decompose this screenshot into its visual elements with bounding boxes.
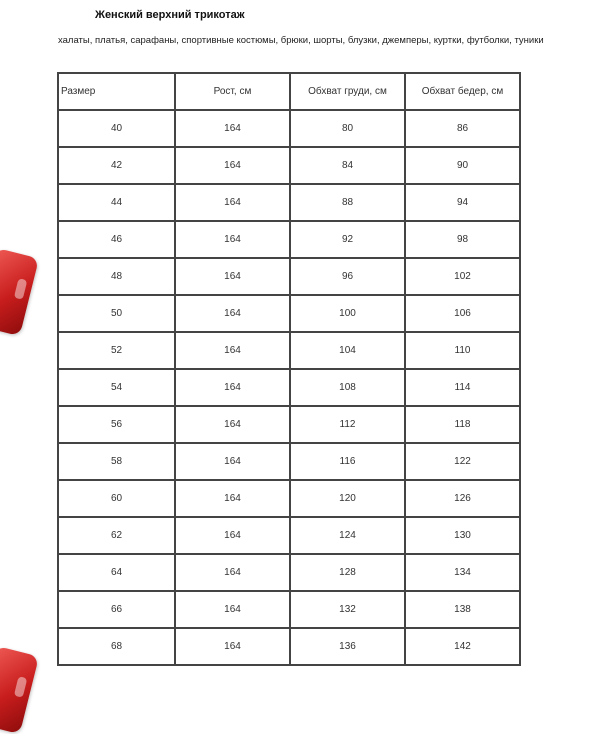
cell-hips: 98 bbox=[405, 221, 520, 258]
table-row bbox=[58, 591, 520, 628]
cell-hips: 126 bbox=[405, 480, 520, 517]
cell-size: 42 bbox=[58, 147, 175, 184]
red-decorative-shape bbox=[0, 248, 39, 336]
size-table bbox=[57, 72, 521, 666]
cell-chest: 132 bbox=[290, 591, 405, 628]
size-table-body bbox=[58, 73, 520, 665]
header-cell-hips: Обхват бедер, см bbox=[405, 73, 520, 110]
cell-chest: 104 bbox=[290, 332, 405, 369]
cell-size: 40 bbox=[58, 110, 175, 147]
cell-height: 164 bbox=[175, 295, 290, 332]
cell-size: 48 bbox=[58, 258, 175, 295]
cell-height: 164 bbox=[175, 147, 290, 184]
cell-chest: 136 bbox=[290, 628, 405, 665]
cell-hips: 110 bbox=[405, 332, 520, 369]
cell-chest: 116 bbox=[290, 443, 405, 480]
table-row bbox=[58, 184, 520, 221]
cell-size: 62 bbox=[58, 517, 175, 554]
table-row bbox=[58, 110, 520, 147]
cell-hips: 138 bbox=[405, 591, 520, 628]
cell-height: 164 bbox=[175, 221, 290, 258]
cell-height: 164 bbox=[175, 406, 290, 443]
cell-hips: 114 bbox=[405, 369, 520, 406]
cell-height: 164 bbox=[175, 591, 290, 628]
header-cell-size: Размер bbox=[58, 73, 175, 110]
cell-size: 44 bbox=[58, 184, 175, 221]
table-header-row bbox=[58, 73, 520, 110]
cell-chest: 80 bbox=[290, 110, 405, 147]
cell-chest: 100 bbox=[290, 295, 405, 332]
cell-height: 164 bbox=[175, 332, 290, 369]
cell-chest: 88 bbox=[290, 184, 405, 221]
table-row bbox=[58, 221, 520, 258]
cell-hips: 106 bbox=[405, 295, 520, 332]
cell-height: 164 bbox=[175, 369, 290, 406]
cell-chest: 120 bbox=[290, 480, 405, 517]
cell-height: 164 bbox=[175, 110, 290, 147]
cell-chest: 108 bbox=[290, 369, 405, 406]
cell-size: 54 bbox=[58, 369, 175, 406]
cell-size: 68 bbox=[58, 628, 175, 665]
cell-hips: 118 bbox=[405, 406, 520, 443]
table-row bbox=[58, 295, 520, 332]
cell-height: 164 bbox=[175, 628, 290, 665]
table-row bbox=[58, 332, 520, 369]
cell-hips: 134 bbox=[405, 554, 520, 591]
table-row bbox=[58, 406, 520, 443]
red-decorative-shape bbox=[0, 646, 39, 734]
table-row bbox=[58, 480, 520, 517]
cell-height: 164 bbox=[175, 184, 290, 221]
cell-size: 60 bbox=[58, 480, 175, 517]
cell-height: 164 bbox=[175, 517, 290, 554]
header-cell-chest: Обхват груди, см bbox=[290, 73, 405, 110]
cell-hips: 142 bbox=[405, 628, 520, 665]
cell-size: 46 bbox=[58, 221, 175, 258]
table-row bbox=[58, 369, 520, 406]
cell-chest: 128 bbox=[290, 554, 405, 591]
table-row bbox=[58, 628, 520, 665]
cell-size: 64 bbox=[58, 554, 175, 591]
cell-height: 164 bbox=[175, 258, 290, 295]
page-title: Женский верхний трикотаж bbox=[95, 9, 245, 21]
cell-hips: 86 bbox=[405, 110, 520, 147]
cell-size: 50 bbox=[58, 295, 175, 332]
cell-chest: 112 bbox=[290, 406, 405, 443]
cell-chest: 96 bbox=[290, 258, 405, 295]
cell-height: 164 bbox=[175, 480, 290, 517]
cell-hips: 122 bbox=[405, 443, 520, 480]
table-row bbox=[58, 147, 520, 184]
cell-chest: 84 bbox=[290, 147, 405, 184]
cell-hips: 90 bbox=[405, 147, 520, 184]
cell-hips: 102 bbox=[405, 258, 520, 295]
cell-size: 56 bbox=[58, 406, 175, 443]
header-cell-height: Рост, см bbox=[175, 73, 290, 110]
cell-chest: 124 bbox=[290, 517, 405, 554]
table-row bbox=[58, 443, 520, 480]
cell-hips: 94 bbox=[405, 184, 520, 221]
table-row bbox=[58, 517, 520, 554]
cell-hips: 130 bbox=[405, 517, 520, 554]
cell-size: 66 bbox=[58, 591, 175, 628]
cell-height: 164 bbox=[175, 554, 290, 591]
table-row bbox=[58, 554, 520, 591]
garment-list-text: халаты, платья, сарафаны, спортивные костюмы, брюки, шорты, блузки, джемперы, куртки, футболки, туники bbox=[58, 35, 544, 46]
cell-size: 58 bbox=[58, 443, 175, 480]
cell-size: 52 bbox=[58, 332, 175, 369]
table-row bbox=[58, 258, 520, 295]
cell-chest: 92 bbox=[290, 221, 405, 258]
cell-height: 164 bbox=[175, 443, 290, 480]
